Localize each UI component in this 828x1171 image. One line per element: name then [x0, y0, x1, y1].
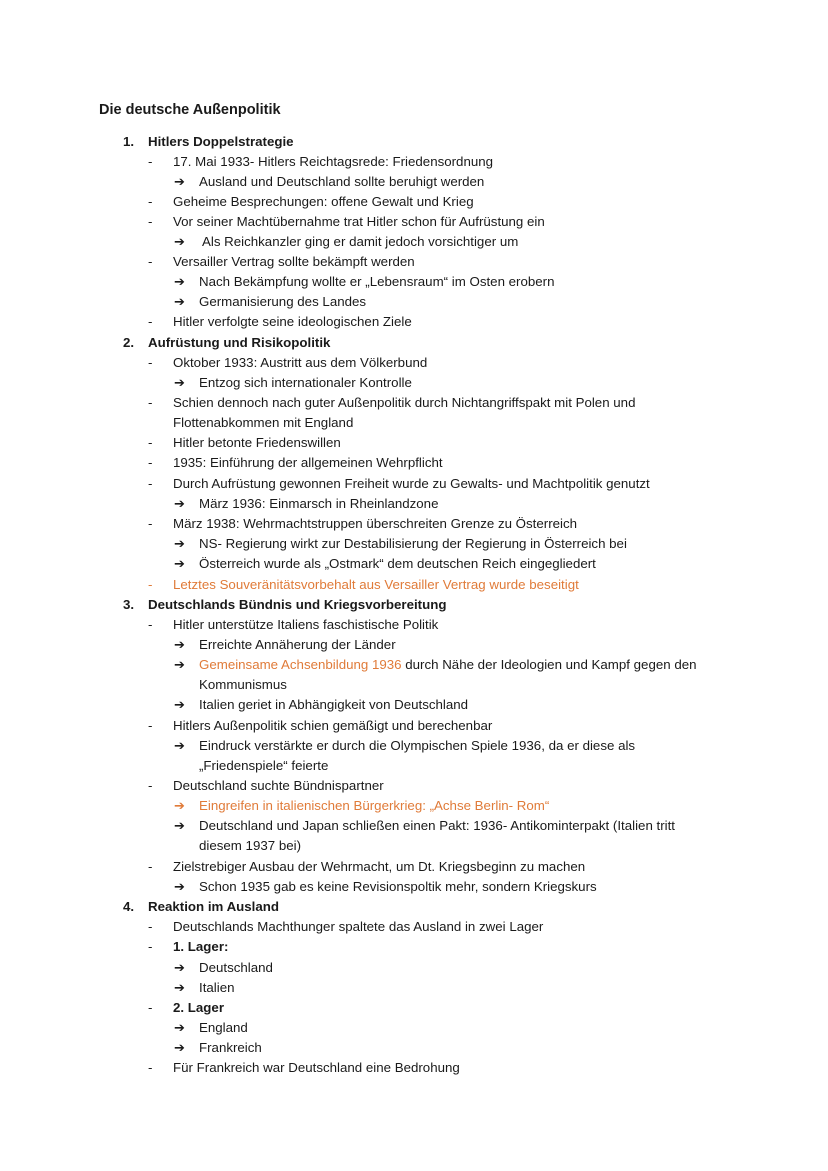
bullet-dash: - — [148, 577, 153, 592]
bullet-text: Hitlers Außenpolitik schien gemäßigt und berechenbar — [173, 718, 493, 733]
sub-bullet-text: Eindruck verstärkte er durch die Olympischen Spiele 1936, da er diese als — [199, 738, 636, 753]
arrow-icon: ➔ — [174, 496, 185, 511]
sub-bullet-text — [199, 655, 697, 675]
arrow-icon: ➔ — [174, 960, 185, 975]
sub-bullet-text: März 1936: Einmarsch in Rheinlandzone — [199, 496, 439, 511]
arrow-icon: ➔ — [174, 798, 185, 813]
arrow-icon: ➔ — [174, 536, 185, 551]
arrow-icon: ➔ — [174, 294, 185, 309]
arrow-icon: ➔ — [174, 556, 185, 571]
bullet-dash: - — [148, 194, 153, 209]
sub-bullet-text: NS- Regierung wirkt zur Destabilisierung der Regierung in Österreich bei — [199, 536, 627, 551]
bullet-text: 17. Mai 1933- Hitlers Reichtagsrede: Friedensordnung — [173, 154, 494, 169]
sub-bullet-text: Italien — [199, 980, 235, 995]
sub-bullet-text: Nach Bekämpfung wollte er „Lebensraum“ im Osten erobern — [199, 274, 555, 289]
bullet-text: Deutschland suchte Bündnispartner — [173, 778, 384, 793]
sub-bullet-text: Germanisierung des Landes — [199, 294, 367, 309]
arrow-icon: ➔ — [174, 980, 185, 995]
bullet-dash: - — [148, 455, 153, 470]
bullet-dash: - — [148, 718, 153, 733]
arrow-icon: ➔ — [174, 174, 185, 189]
sub-bullet-text: Frankreich — [199, 1040, 262, 1055]
sub-bullet-text: Deutschland — [199, 960, 273, 975]
arrow-icon: ➔ — [174, 375, 185, 390]
bullet-text: Deutschlands Machthunger spaltete das Ausland in zwei Lager — [173, 919, 544, 934]
arrow-icon: ➔ — [174, 274, 185, 289]
arrow-icon: ➔ — [174, 637, 185, 652]
highlighted-sub-bullet-text: Eingreifen in italienischen Bürgerkrieg: „Achse Berlin- Rom“ — [199, 798, 550, 813]
bullet-text: Durch Aufrüstung gewonnen Freiheit wurde zu Gewalts- und Machtpolitik genutzt — [173, 476, 650, 491]
section-heading: Hitlers Doppelstrategie — [148, 134, 294, 149]
arrow-icon: ➔ — [174, 1020, 185, 1035]
section-number: 4. — [123, 899, 135, 914]
sub-bullet-text: Erreichte Annäherung der Länder — [199, 637, 396, 652]
sub-bullet-text: Entzog sich internationaler Kontrolle — [199, 375, 412, 390]
bullet-dash: - — [148, 919, 153, 934]
bullet-dash: - — [148, 516, 153, 531]
bullet-text: Hitler verfolgte seine ideologischen Ziele — [173, 314, 412, 329]
sub-bullet-text: Als Reichkanzler ging er damit jedoch vorsichtiger um — [202, 234, 519, 249]
bullet-text: Hitler unterstütze Italiens faschistische Politik — [173, 617, 439, 632]
section-heading: Reaktion im Ausland — [148, 899, 280, 914]
bullet-dash: - — [148, 314, 153, 329]
bullet-dash: - — [148, 1000, 153, 1015]
sub-bullet-text: Österreich wurde als „Ostmark“ dem deutschen Reich eingegliedert — [199, 556, 596, 571]
section-heading: Deutschlands Bündnis und Kriegsvorbereitung — [148, 597, 447, 612]
arrow-icon: ➔ — [174, 1040, 185, 1055]
bullet-text-continued: Flottenabkommen mit England — [173, 415, 354, 430]
bullet-text-bold: 2. Lager — [173, 1000, 224, 1015]
sub-bullet-text: Schon 1935 gab es keine Revisionspoltik mehr, sondern Kriegskurs — [199, 879, 597, 894]
bullet-dash: - — [148, 939, 153, 954]
arrow-icon: ➔ — [174, 738, 185, 753]
bullet-dash: - — [148, 778, 153, 793]
sub-bullet-text-continued: diesem 1937 bei) — [199, 838, 302, 853]
section-number: 1. — [123, 134, 135, 149]
bullet-dash: - — [148, 355, 153, 370]
arrow-icon: ➔ — [174, 697, 185, 712]
bullet-dash: - — [148, 1060, 153, 1075]
bullet-dash: - — [148, 476, 153, 491]
bullet-dash: - — [148, 859, 153, 874]
bullet-text: Zielstrebiger Ausbau der Wehrmacht, um Dt. Kriegsbeginn zu machen — [173, 859, 586, 874]
bullet-text: Versailler Vertrag sollte bekämpft werden — [173, 254, 415, 269]
bullet-text: März 1938: Wehrmachtstruppen überschreiten Grenze zu Österreich — [173, 516, 578, 531]
section-heading: Aufrüstung und Risikopolitik — [148, 335, 331, 350]
arrow-icon: ➔ — [174, 818, 185, 833]
bullet-text: Hitler betonte Friedenswillen — [173, 435, 341, 450]
section-number: 2. — [123, 335, 135, 350]
arrow-icon: ➔ — [174, 879, 185, 894]
highlighted-bullet-text: Letztes Souveränitätsvorbehalt aus Versailler Vertrag wurde beseitigt — [173, 577, 579, 592]
bullet-dash: - — [148, 617, 153, 632]
phrase-rest: durch Nähe der Ideologien und Kampf gegen den — [401, 657, 697, 672]
bullet-text: Für Frankreich war Deutschland eine Bedrohung — [173, 1060, 460, 1075]
sub-bullet-text-continued: Kommunismus — [199, 677, 287, 692]
section-number: 3. — [123, 597, 135, 612]
bullet-text: 1935: Einführung der allgemeinen Wehrpflicht — [173, 455, 443, 470]
bullet-dash: - — [148, 395, 153, 410]
bullet-text: Schien dennoch nach guter Außenpolitik durch Nichtangriffspakt mit Polen und — [173, 395, 636, 410]
sub-bullet-text-continued: „Friedenspiele“ feierte — [199, 758, 329, 773]
bullet-text: Geheime Besprechungen: offene Gewalt und Krieg — [173, 194, 474, 209]
sub-bullet-text: England — [199, 1020, 248, 1035]
bullet-text-bold: 1. Lager: — [173, 939, 229, 954]
sub-bullet-text: Italien geriet in Abhängigkeit von Deutschland — [199, 697, 469, 712]
bullet-text: Oktober 1933: Austritt aus dem Völkerbund — [173, 355, 428, 370]
bullet-text: Vor seiner Machtübernahme trat Hitler schon für Aufrüstung ein — [173, 214, 545, 229]
document-title: Die deutsche Außenpolitik — [99, 102, 281, 118]
sub-bullet-text: Ausland und Deutschland sollte beruhigt werden — [199, 174, 485, 189]
highlighted-phrase: Gemeinsame Achsenbildung 1936 — [199, 657, 402, 672]
bullet-dash: - — [148, 435, 153, 450]
sub-bullet-text: Deutschland und Japan schließen einen Pakt: 1936- Antikominterpakt (Italien tritt — [199, 818, 676, 833]
arrow-icon: ➔ — [174, 234, 185, 249]
bullet-dash: - — [148, 214, 153, 229]
arrow-icon: ➔ — [174, 657, 185, 672]
bullet-dash: - — [148, 254, 153, 269]
bullet-dash: - — [148, 154, 153, 169]
